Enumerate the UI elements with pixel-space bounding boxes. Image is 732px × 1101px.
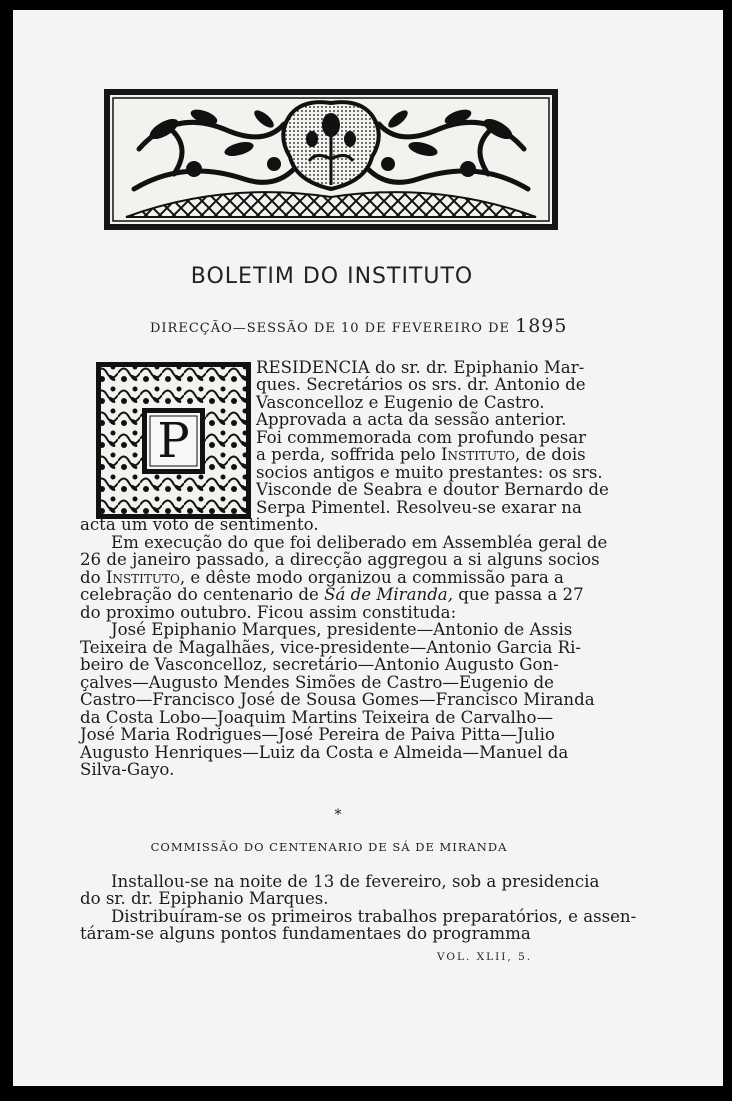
minutes-line: Serpa Pimentel. Resolveu-se exarar na	[256, 498, 582, 517]
commission-heading: COMMISSÃO DO CENTENARIO DE SÁ DE MIRANDA	[150, 840, 508, 854]
minutes-line: ques. Secretários os srs. dr. Antonio de	[256, 375, 586, 394]
volume-signature: VOL. XLII, 5.	[437, 951, 533, 963]
centenary-line	[80, 586, 584, 603]
centenary-text: do	[80, 568, 106, 587]
members-line: Teixeira de Magalhães, vice-presidente—Antonio Garcia Ri-	[80, 638, 582, 657]
members-line: beiro de Vasconcelloz, secretário—Antonio Augusto Gon-	[80, 655, 559, 674]
session-heading-text: DIRECÇÃO—SESSÃO DE 10 DE FEVEREIRO DE	[150, 321, 516, 336]
commission-line: Installou-se na noite de 13 de fevereiro, sob a presidencia	[111, 872, 600, 891]
centenary-line: Em execução do que foi deliberado em Assembléa geral de	[111, 533, 608, 552]
members-line: çalves—Augusto Mendes Simões de Castro—Eugenio de	[80, 673, 554, 692]
instituto-word: Instituto	[440, 445, 515, 464]
session-year: 1895	[515, 315, 568, 337]
drop-cap-initial	[96, 362, 251, 519]
minutes-line: RESIDENCIA do sr. dr. Epiphanio Mar-	[256, 358, 585, 377]
minutes-line: socios antigos e muito prestantes: os srs.	[256, 463, 603, 482]
minutes-line: Vasconcelloz e Eugenio de Castro.	[256, 393, 545, 412]
members-line: Castro—Francisco José de Sousa Gomes—Francisco Miranda	[80, 690, 595, 709]
members-line: da Costa Lobo—Joaquim Martins Teixeira de Carvalho—	[80, 708, 554, 727]
minutes-line: Foi commemorada com profundo pesar	[256, 428, 587, 447]
book-page	[13, 10, 723, 1086]
members-line: José Maria Rodrigues—José Pereira de Paiva Pitta—Julio	[80, 725, 555, 744]
minutes-line	[256, 446, 586, 463]
minutes-line: Approvada a acta da sessão anterior.	[256, 410, 567, 429]
session-heading	[150, 315, 567, 337]
centenary-text: celebração do centenario de	[80, 585, 325, 604]
centenary-text: , e dêste modo organizou a commissão para a	[179, 568, 564, 587]
members-line: José Epiphanio Marques, presidente—Antonio de Assis	[111, 620, 573, 639]
minutes-text: a perda, soffrida pelo	[256, 445, 441, 464]
centenary-text: que passa a 27	[452, 585, 584, 604]
centenary-line: do proximo outubro. Ficou assim constituda:	[80, 603, 457, 622]
centenary-line	[80, 569, 564, 586]
decorative-headpiece	[104, 89, 558, 230]
section-separator: *	[334, 807, 342, 823]
centenary-italic: Sá de Miranda,	[324, 585, 453, 604]
instituto-word: Instituto	[105, 568, 180, 587]
drop-cap-letter: P	[157, 413, 190, 469]
commission-line: Distribuíram-se os primeiros trabalhos preparatórios, e assen-	[111, 907, 637, 926]
members-line: Augusto Henriques—Luiz da Costa e Almeida—Manuel da	[80, 743, 569, 762]
minutes-text: , de dois	[514, 445, 586, 464]
centenary-line: 26 de janeiro passado, a direcção aggregou a si alguns socios	[80, 550, 600, 569]
commission-line: táram-se alguns pontos fundamentaes do programma	[80, 924, 531, 943]
minutes-line: acta um voto de sentimento.	[80, 515, 319, 534]
minutes-line: Visconde de Seabra e doutor Bernardo de	[256, 480, 609, 499]
members-line: Silva-Gayo.	[80, 760, 175, 779]
commission-line: do sr. dr. Epiphanio Marques.	[80, 889, 329, 908]
page-title: BOLETIM DO INSTITUTO	[190, 264, 474, 289]
